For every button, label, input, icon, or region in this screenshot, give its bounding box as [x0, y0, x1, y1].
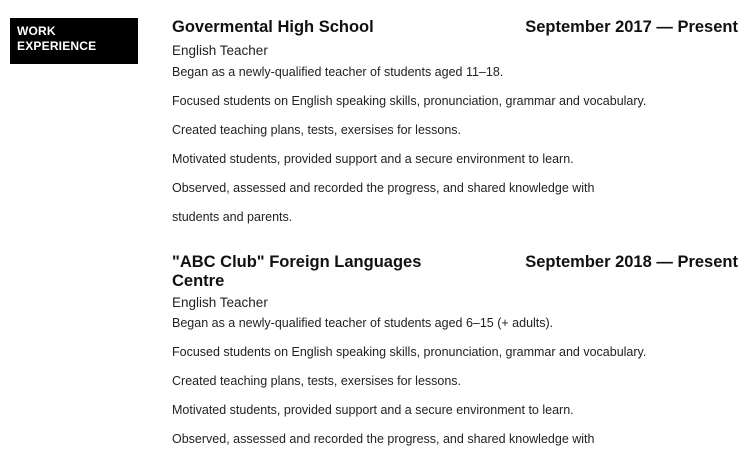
job-duty: Observed, assessed and recorded the progress, and shared knowledge with — [172, 432, 595, 446]
section-label-line: EXPERIENCE — [17, 39, 97, 53]
job-dates: September 2017 — Present — [525, 18, 738, 36]
job-entry-abc-club — [172, 253, 740, 447]
job-title-line: Centre — [172, 272, 225, 290]
job-header — [172, 18, 740, 40]
job-duty: Created teaching plans, tests, exersises for lessons. — [172, 123, 462, 137]
job-duty: Motivated students, provided support and a secure environment to learn. — [172, 152, 574, 166]
job-duty: Observed, assessed and recorded the progress, and shared knowledge with — [172, 181, 595, 195]
job-duty: students and parents. — [172, 210, 293, 224]
job-duty: Focused students on English speaking skills, pronunciation, grammar and vocabulary. — [172, 94, 647, 108]
job-duty: Began as a newly-qualified teacher of students aged 6–15 (+ adults). — [172, 316, 554, 330]
job-entry-governmental-high-school — [172, 18, 740, 225]
job-role: English Teacher — [172, 295, 268, 310]
job-duty: Began as a newly-qualified teacher of students aged 11–18. — [172, 65, 504, 79]
section-label-work-experience — [10, 18, 138, 64]
job-duty: Motivated students, provided support and a secure environment to learn. — [172, 403, 574, 417]
job-duty: Created teaching plans, tests, exersises for lessons. — [172, 374, 462, 388]
job-header — [172, 253, 740, 293]
section-label-line: WORK — [17, 24, 56, 38]
job-title — [172, 253, 421, 291]
job-title-line: "ABC Club" Foreign Languages — [172, 253, 422, 271]
job-role: English Teacher — [172, 43, 268, 58]
job-title: Govermental High School — [172, 18, 374, 36]
job-duty: Focused students on English speaking skills, pronunciation, grammar and vocabulary. — [172, 345, 647, 359]
job-dates: September 2018 — Present — [525, 253, 738, 271]
